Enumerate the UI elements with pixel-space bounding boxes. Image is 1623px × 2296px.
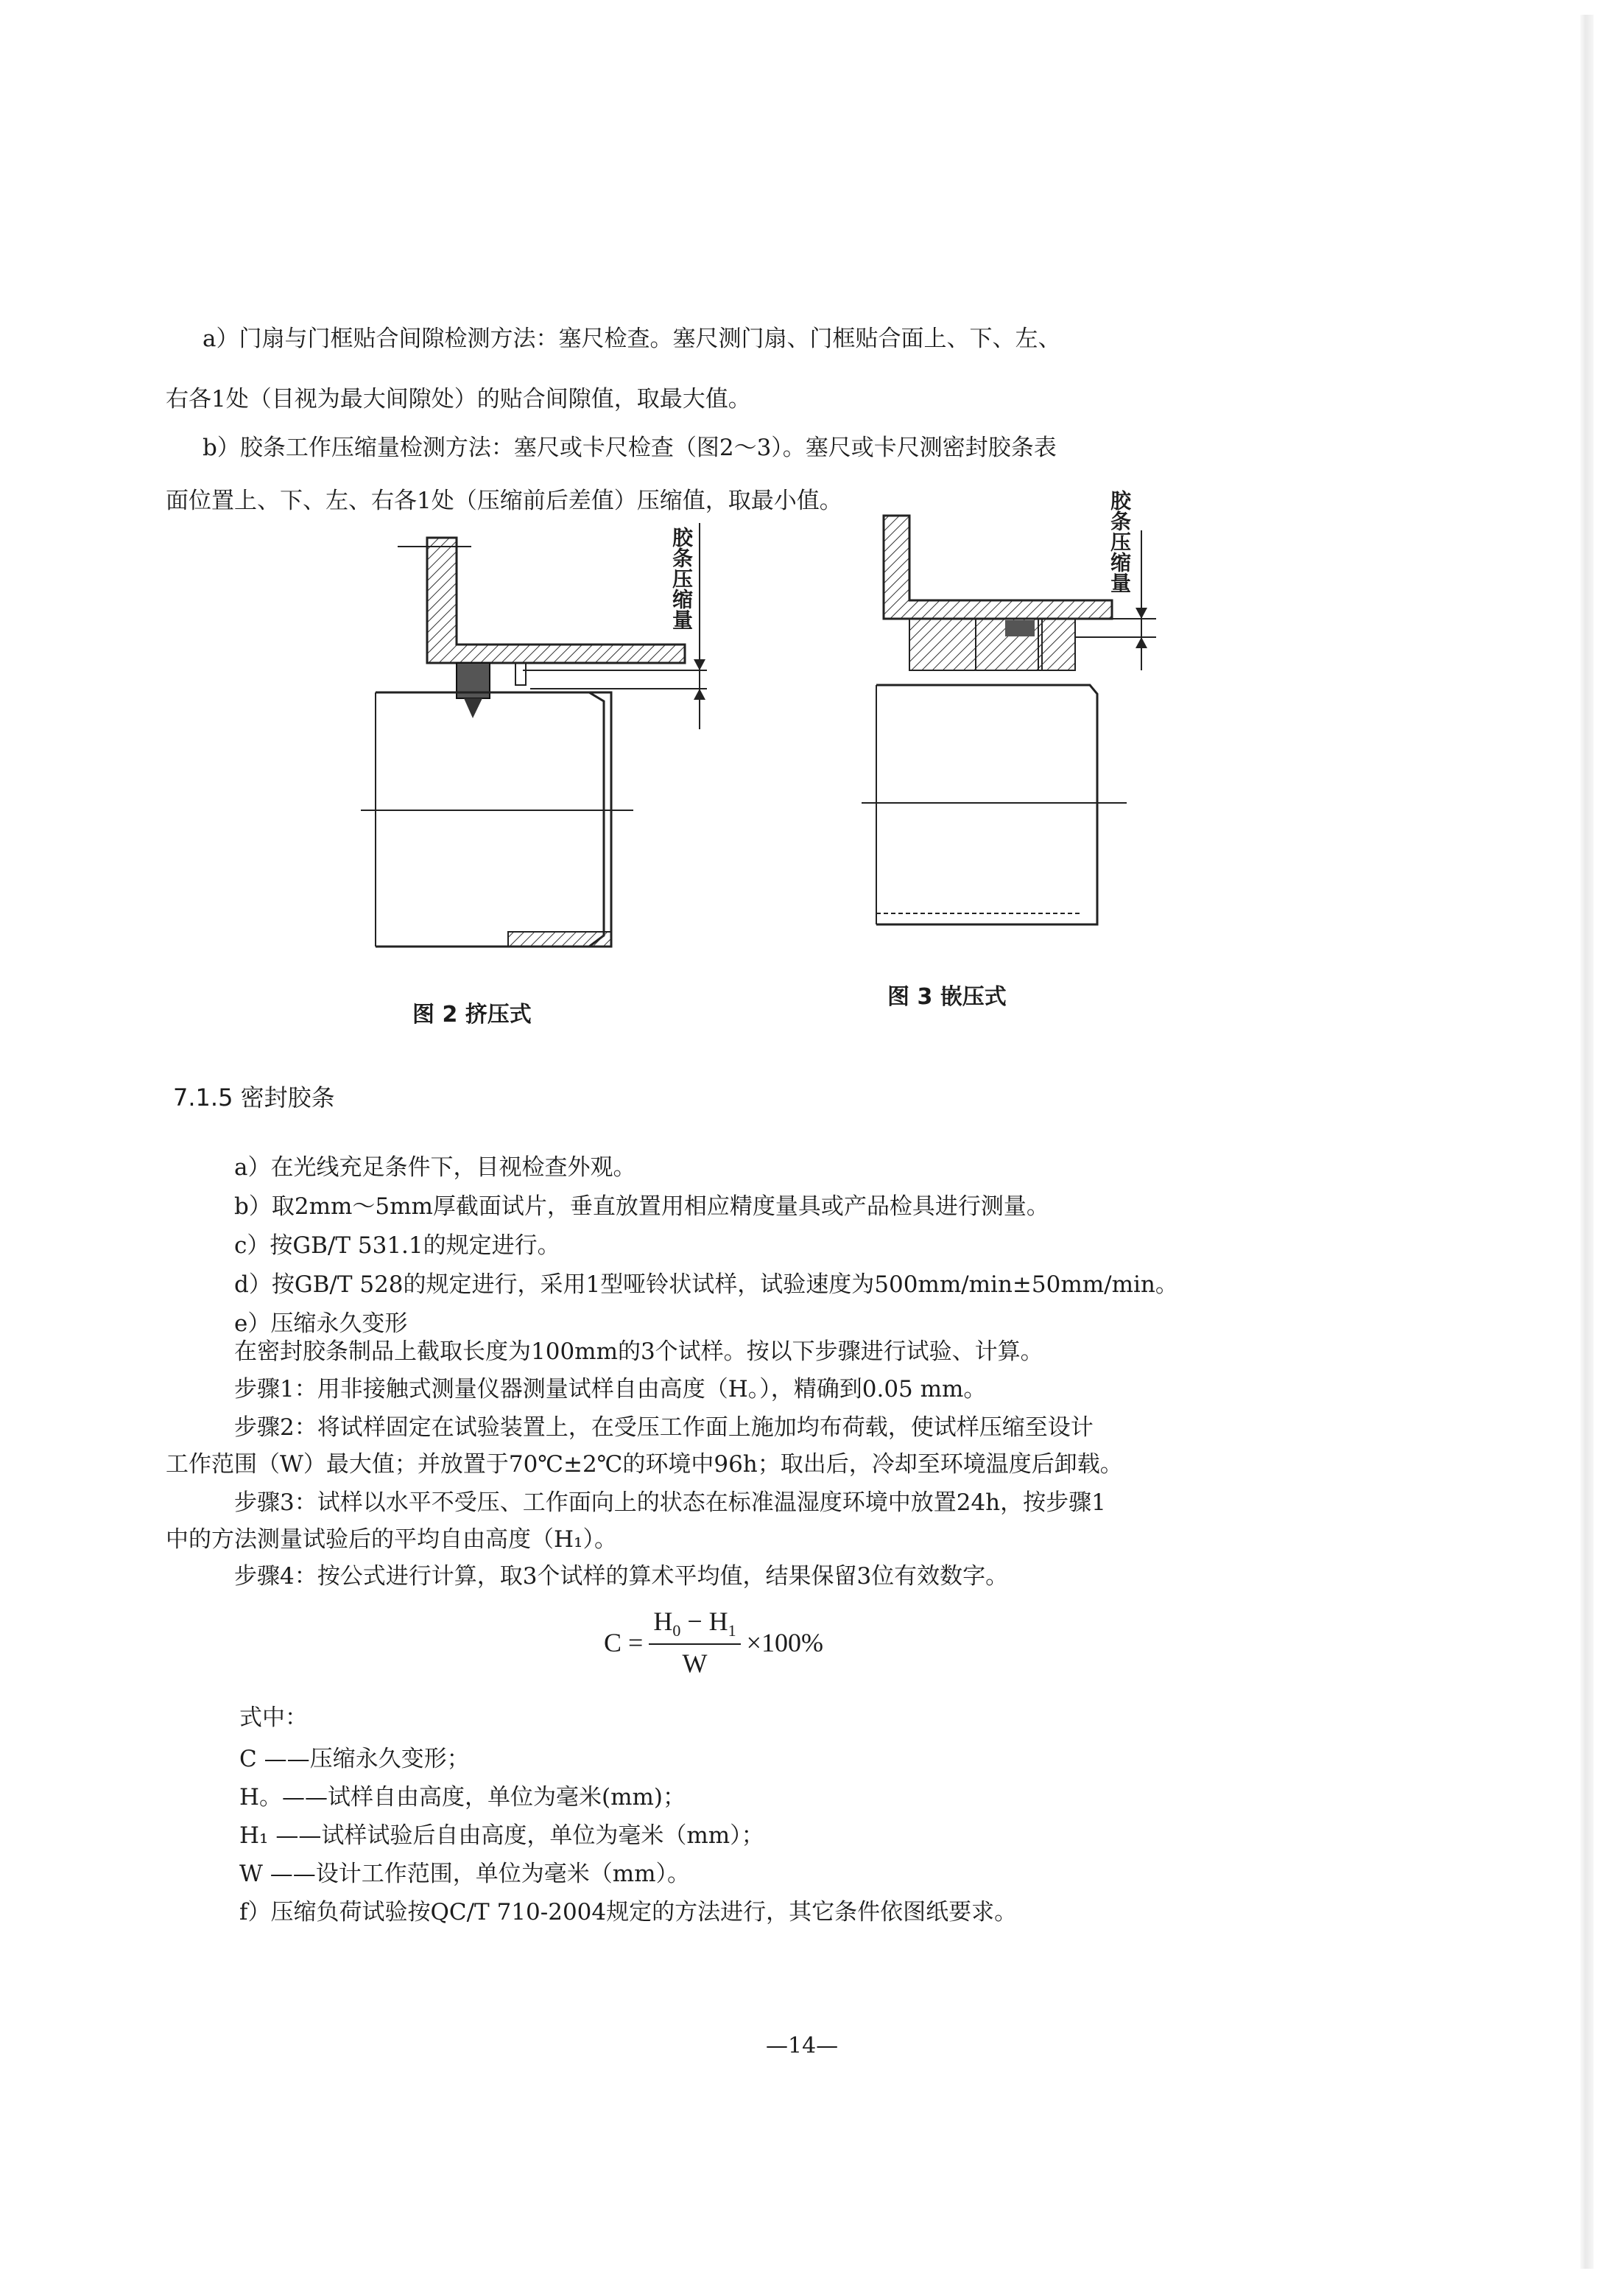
- figure-3-dimension-label: 胶条压缩量: [1108, 490, 1132, 593]
- step-4: 步骤4：按公式进行计算，取3个试样的算术平均值，结果保留3位有效数字。: [234, 1563, 1009, 1590]
- formula-h1-sub: 1: [728, 1621, 736, 1640]
- legend-h1: H₁ ——试样试验后自由高度，单位为毫米（mm）；: [239, 1822, 764, 1849]
- scan-edge-shadow: [1580, 15, 1594, 2269]
- item-e-intro: 在密封胶条制品上截取长度为100mm的3个试样。按以下步骤进行试验、计算。: [234, 1338, 1043, 1365]
- item-e: e）压缩永久变形: [234, 1310, 408, 1337]
- formula-minus: −: [680, 1607, 709, 1636]
- formula-lhs: C =: [604, 1627, 644, 1657]
- formula-fraction: [649, 1606, 740, 1679]
- para-a-line2: 右各1处（目视为最大间隙处）的贴合间隙值，取最大值。: [166, 386, 751, 412]
- formula-rhs: ×100%: [746, 1627, 823, 1657]
- para-a-line1: a）门扇与门框贴合间隙检测方法：塞尺检查。塞尺测门扇、门框贴合面上、下、左、: [203, 326, 1061, 352]
- item-b: b）取2mm～5mm厚截面试片，垂直放置用相应精度量具或产品检具进行测量。: [234, 1193, 1049, 1220]
- figure-2-dimension-label: 胶条压缩量: [669, 527, 694, 630]
- item-f: f）压缩负荷试验按QC/T 710-2004规定的方法进行，其它条件依图纸要求。: [239, 1899, 1018, 1925]
- legend-h0: H。——试样自由高度，单位为毫米(mm)；: [239, 1784, 686, 1811]
- item-d: d）按GB/T 528的规定进行，采用1型哑铃状试样，试验速度为500mm/min±50mm/min。: [234, 1271, 1178, 1298]
- formula-denominator: W: [682, 1649, 708, 1679]
- figure-2-caption: 图 2 挤压式: [412, 1002, 532, 1028]
- figure-3-caption: 图 3 嵌压式: [887, 984, 1007, 1010]
- page-number: —14—: [766, 2033, 839, 2059]
- step-3-line1: 步骤3：试样以水平不受压、工作面向上的状态在标准温湿度环境中放置24h，按步骤1: [234, 1489, 1106, 1516]
- step-2-line2: 工作范围（W）最大值；并放置于70℃±2℃的环境中96h；取出后，冷却至环境温度后卸载。: [166, 1451, 1123, 1478]
- legend-intro: 式中：: [239, 1705, 308, 1731]
- legend-w: W ——设计工作范围，单位为毫米（mm）。: [239, 1861, 691, 1887]
- step-2-line1: 步骤2：将试样固定在试验装置上，在受压工作面上施加均布荷载，使试样压缩至设计: [234, 1414, 1094, 1441]
- step-1: 步骤1：用非接触式测量仪器测量试样自由高度（H。），精确到0.05 mm。: [234, 1376, 987, 1402]
- item-c: c）按GB/T 531.1的规定进行。: [234, 1232, 560, 1259]
- legend-c: C ——压缩永久变形；: [239, 1746, 470, 1772]
- formula-numerator: [649, 1606, 740, 1645]
- formula-h0-sub: 0: [672, 1621, 681, 1640]
- item-a: a）在光线充足条件下，目视检查外观。: [234, 1154, 636, 1181]
- step-3-line2: 中的方法测量试验后的平均自由高度（H₁）。: [166, 1526, 617, 1553]
- formula: [604, 1606, 823, 1679]
- section-heading: 7.1.5 密封胶条: [173, 1084, 335, 1112]
- formula-h1: H: [708, 1607, 728, 1636]
- para-b-line2: 面位置上、下、左、右各1处（压缩前后差值）压缩值，取最小值。: [166, 488, 842, 514]
- para-b-line1: b）胶条工作压缩量检测方法：塞尺或卡尺检查（图2～3）。塞尺或卡尺测密封胶条表: [203, 435, 1057, 461]
- formula-h0: H: [653, 1607, 673, 1636]
